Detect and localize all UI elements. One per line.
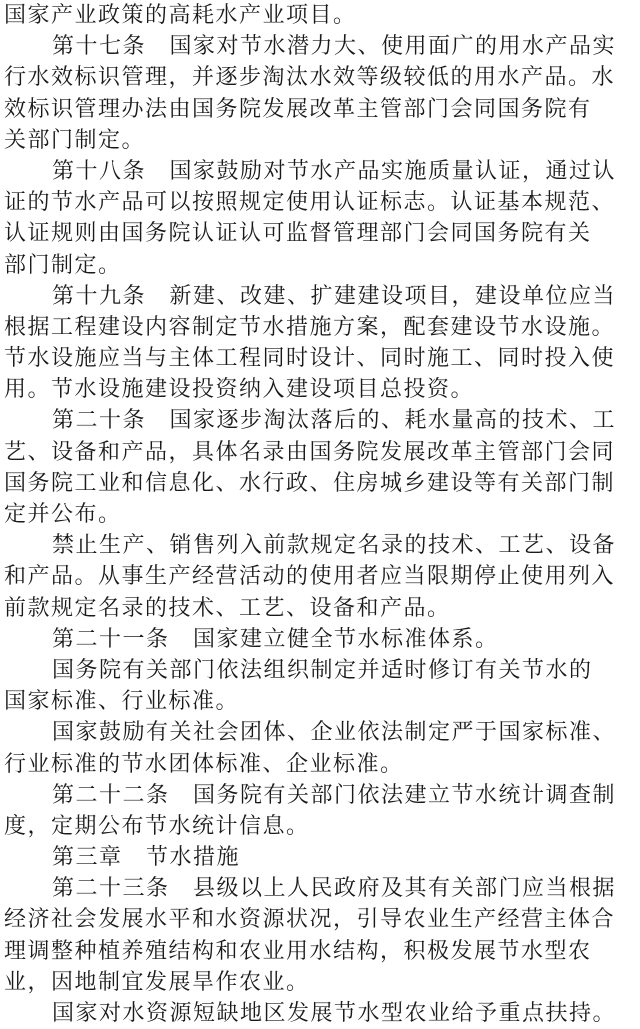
text-line: 艺、设备和产品，具体名录由国务院发展改革主管部门会同 [4, 439, 616, 465]
text-line: 国务院有关部门依法组织制定并适时修订有关节水的 [52, 657, 593, 683]
text-line: 效标识管理办法由国务院发展改革主管部门会同国务院有 [4, 96, 592, 122]
text-line: 国家对水资源短缺地区发展节水型农业给予重点扶持。 [52, 1001, 617, 1026]
text-line: 第二十一条 国家建立健全节水标准体系。 [52, 626, 499, 652]
text-line: 行业标准的节水团体标准、企业标准。 [4, 751, 404, 777]
text-line: 定并公布。 [4, 502, 122, 527]
text-line: 国家鼓励有关社会团体、企业依法制定严于国家标准、 [52, 720, 617, 746]
text-line: 证的节水产品可以按照规定使用认证标志。认证基本规范、 [4, 190, 616, 216]
text-line: 行水效标识管理，并逐步淘汰水效等级较低的用水产品。水 [4, 65, 616, 91]
text-line: 第二十二条 国务院有关部门依法建立节水统计调查制 [52, 782, 617, 808]
text-line: 根据工程建设内容制定节水措施方案，配套建设节水设施。 [4, 314, 616, 340]
text-line: 前款规定名录的技术、工艺、设备和产品。 [4, 595, 451, 621]
text-line: 理调整种植养殖结构和农业用水结构，积极发展节水型农 [4, 938, 592, 964]
text-line: 第二十三条 县级以上人民政府及其有关部门应当根据 [52, 876, 617, 902]
text-line: 关部门制定。 [4, 127, 146, 153]
text-line: 和产品。从事生产经营活动的使用者应当限期停止使用列入 [4, 564, 616, 590]
text-line: 节水设施应当与主体工程同时设计、同时施工、同时投入使 [4, 346, 616, 372]
text-line: 国务院工业和信息化、水行政、住房城乡建设等有关部门制 [4, 470, 616, 496]
text-line: 经济社会发展水平和水资源状况，引导农业生产经营主体合 [4, 907, 616, 933]
text-line: 国家产业政策的高耗水产业项目。 [4, 3, 357, 28]
text-line: 第二十条 国家逐步淘汰落后的、耗水量高的技术、工 [52, 408, 617, 434]
text-line: 国家标准、行业标准。 [4, 689, 240, 715]
text-line: 第十八条 国家鼓励对节水产品实施质量认证，通过认 [52, 158, 617, 184]
text-line: 用。节水设施建设投资纳入建设项目总投资。 [4, 377, 475, 403]
text-line: 第十七条 国家对节水潜力大、使用面广的用水产品实 [52, 34, 617, 60]
text-line: 认证规则由国务院认证认可监督管理部门会同国务院有关 [4, 221, 592, 247]
text-line: 业，因地制宜发展旱作农业。 [4, 969, 310, 995]
chapter-heading: 第三章 节水措施 [52, 845, 241, 871]
text-line: 部门制定。 [4, 252, 122, 278]
text-line: 度，定期公布节水统计信息。 [4, 813, 310, 839]
text-line: 禁止生产、销售列入前款规定名录的技术、工艺、设备 [52, 533, 617, 559]
text-line: 第十九条 新建、改建、扩建建设项目，建设单位应当 [52, 283, 617, 309]
